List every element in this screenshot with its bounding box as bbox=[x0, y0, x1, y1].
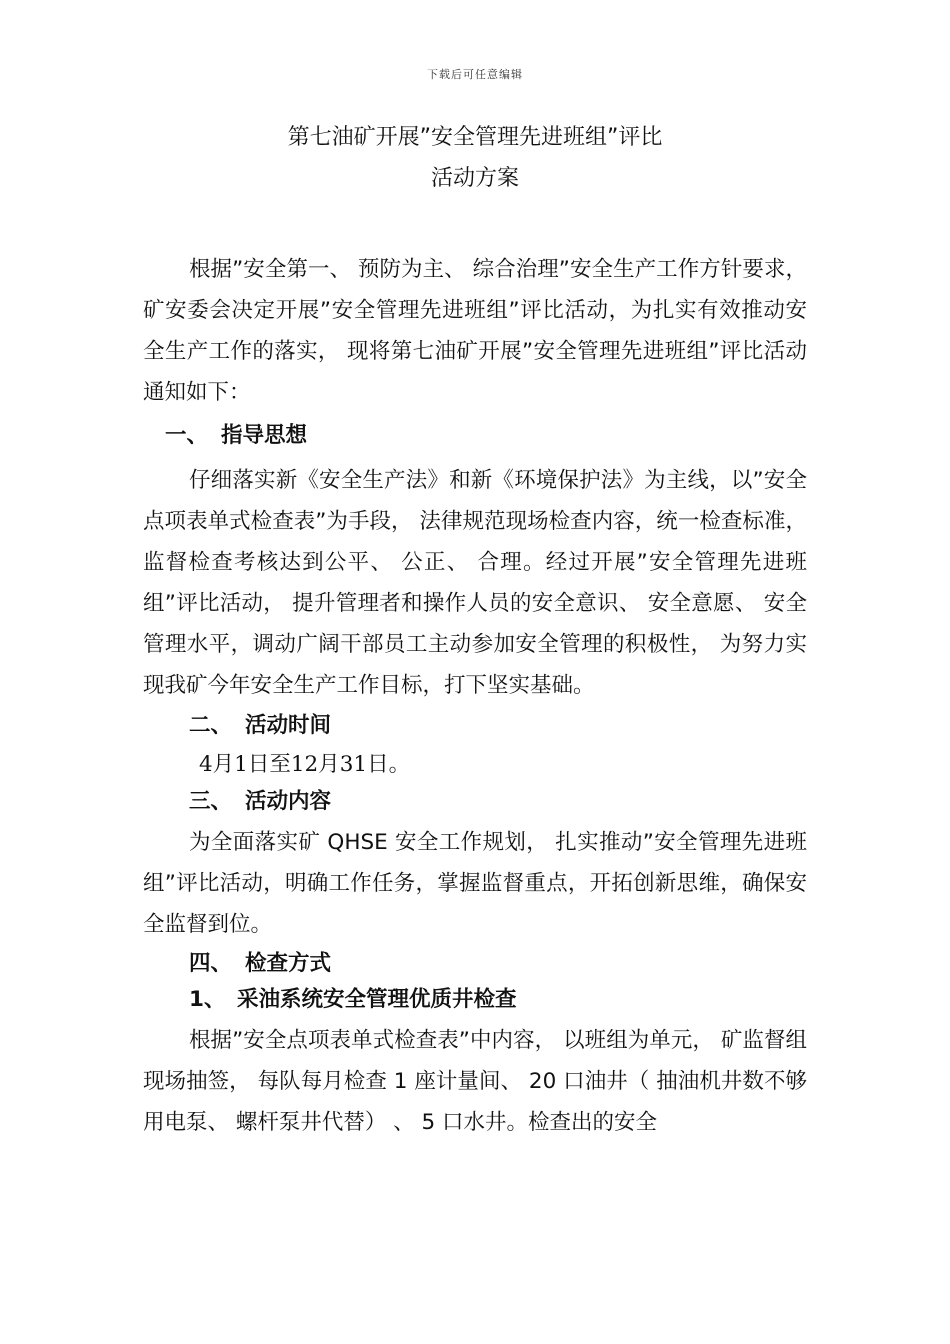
subsection-4-1-heading bbox=[143, 979, 807, 1020]
intro-paragraph: 根据”安全第一、 预防为主、 综合治理”安全生产工作方针要求，矿安委会决定开展”安全管理先进班组”评比活动，为扎实有效推动安全生产工作的落实， 现将第七油矿开展”安全管理先进班组”评比活动通知如下： bbox=[143, 257, 807, 405]
subsection-4-1-paragraph: 根据”安全点项表单式检查表”中内容， 以班组为单元， 矿监督组现场抽签， 每队每月检查 1 座计量间、 20 口油井（ 抽油机井数不够用电泵、 螺杆泵井代替） 、 5 口水井。检查出的安全 bbox=[143, 1028, 807, 1135]
section-2-title: 活动时间 bbox=[245, 713, 332, 738]
document-title-line-2: 活动方案 bbox=[430, 166, 519, 191]
document-title-line-1: 第七油矿开展”安全管理先进班组”评比 bbox=[287, 125, 663, 150]
section-2-heading bbox=[143, 705, 807, 746]
section-2-paragraph: 4月1日至12月31日。 bbox=[199, 752, 411, 777]
section-1-title: 指导思想 bbox=[221, 423, 308, 448]
section-1-heading bbox=[143, 415, 807, 456]
document-body bbox=[143, 249, 807, 1143]
subsection-4-1-number: 1、 bbox=[189, 987, 226, 1012]
section-2-number: 二、 bbox=[189, 713, 233, 738]
section-4-heading bbox=[143, 943, 807, 984]
page-header-note: 下载后可任意编辑 bbox=[427, 68, 523, 81]
section-3-number: 三、 bbox=[189, 789, 233, 814]
section-1-paragraph: 仔细落实新《安全生产法》和新《环境保护法》为主线，以”安全点项表单式检查表”为手段， 法律规范现场检查内容，统一检查标准，监督检查考核达到公平、 公正、 合理。经过开展”安全管理先进班组”评比活动， 提升管理者和操作人员的安全意识、 安全意愿、 安全管理水平，调动广阔干部员工主动参加安全管理的积极性， 为努力实现我矿今年安全生产工作目标，打下坚实基础。 bbox=[143, 468, 807, 698]
section-3-title: 活动内容 bbox=[245, 789, 332, 814]
section-3-heading bbox=[143, 781, 807, 822]
section-3-paragraph: 为全面落实矿 QHSE 安全工作规划， 扎实推动”安全管理先进班组”评比活动，明确工作任务，掌握监督重点，开拓创新思维，确保安全监督到位。 bbox=[143, 830, 807, 937]
subsection-4-1-title: 采油系统安全管理优质井检查 bbox=[237, 987, 517, 1012]
section-4-number: 四、 bbox=[189, 951, 233, 976]
section-4-title: 检查方式 bbox=[245, 951, 332, 976]
section-1-number: 一、 bbox=[165, 423, 209, 448]
